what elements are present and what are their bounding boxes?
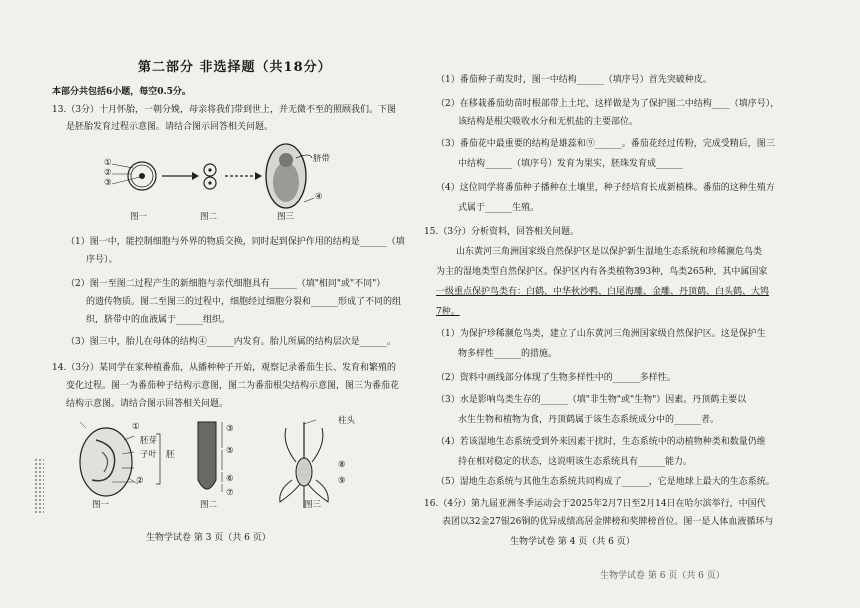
label-umbilical-cord: 脐带 <box>313 154 331 164</box>
label-1: ① <box>104 158 112 168</box>
q13-sub1-line2: 序号）。 <box>86 255 118 265</box>
q15-material-line1: 山东黄河三角洲国家级自然保护区是以保护新生湿地生态系统和珍稀濒危鸟类 <box>456 247 763 257</box>
label-root-3: ③ <box>226 424 234 434</box>
q15-material-line3: 一级重点保护鸟类有：白鹤、中华秋沙鸭、白尾海雕、金雕、丹顶鹤、白头鹤、大鸨 <box>436 287 770 297</box>
caption-fig2: 图二 <box>200 212 218 222</box>
q15-material-line2: 为主的湿地类型自然保护区。保护区内有各类植物393种，鸟类265种，其中属国家 <box>436 267 768 277</box>
q14-stem-line1: 14.（3分）某同学在家种植番茄，从播种种子开始，观察记录番茄生长、发育和繁殖的 <box>52 363 397 373</box>
q13-embryo-figure <box>100 138 340 218</box>
q13-sub2-line1: （2）图一至图二过程产生的新细胞与亲代细胞具有______（填"相同"或"不同"） <box>66 279 386 289</box>
label-flower-8: ⑧ <box>338 460 346 470</box>
q14-stem-line3: 结构示意图。请结合图示回答相关问题。 <box>66 399 229 409</box>
q13-stem-line1: 13.（3分）十月怀胎，一朝分娩，母亲将我们带到世上，并无微不至的照顾我们。下图 <box>52 105 397 115</box>
q13-sub1-line1: （1）图一中，能控制细胞与外界的物质交换，同时起到保护作用的结构是______（填 <box>66 237 405 247</box>
right-page <box>424 0 860 608</box>
root-tip-figure <box>198 422 222 492</box>
label-root-7: ⑦ <box>226 488 234 498</box>
label-3: ③ <box>104 178 112 188</box>
q15-sub3-line1: （3）水是影响鸟类生存的______（填"非生物"或"生物"）因素。丹顶鹤主要以 <box>436 395 747 405</box>
figure1-cell <box>112 162 156 190</box>
q13-sub3: （3）图三中，胎儿在母体的结构④______内发育。胎儿所属的结构层次是______。 <box>66 337 396 347</box>
q13-sub2-line2: 的遗传物质。图二至图三的过程中，细胞经过细胞分裂和______形成了不同的组 <box>86 297 402 307</box>
figure3-fetus <box>266 144 314 208</box>
q14-sub2-line2: 该结构是根尖吸收水分和无机盐的主要部位。 <box>458 117 639 127</box>
q15-sub1-line2: 物多样性______的措施。 <box>458 349 558 359</box>
q15-sub2: （2）资料中画线部分体现了生物多样性中的______多样性。 <box>436 373 676 383</box>
caption-fig1: 图一 <box>130 212 148 222</box>
q14-sub4-line1: （4）这位同学将番茄种子播种在土壤里，种子经培育长成新植株。番茄的这种生殖方 <box>436 183 775 193</box>
label-seed-2: ② <box>136 476 144 486</box>
q15-sub4-line1: （4）若该湿地生态系统受到外来因素干扰时，生态系统中的动植物种类和数量仍维 <box>436 437 766 447</box>
label-stigma: 柱头 <box>338 416 356 426</box>
q14-caption-fig2: 图二 <box>200 500 218 510</box>
q14-sub2-line1: （2）在移栽番茄幼苗时根部带上土坨，这样做是为了保护图二中结构____（填序号）， <box>436 99 780 109</box>
q13-stem-line2: 是胚胎发育过程示意图。请结合图示回答相关问题。 <box>66 122 274 132</box>
q14-sub4-line2: 式属于______生殖。 <box>458 203 540 213</box>
right-page-footer: 生物学试卷 第 4 页（共 6 页） <box>510 537 635 547</box>
q15-material-line4: 7种。 <box>436 307 460 317</box>
scan-artifact <box>34 458 44 514</box>
q15-sub1-line1: （1）为保护珍稀濒危鸟类，建立了山东黄河三角洲国家级自然保护区。这是保护生 <box>436 329 766 339</box>
q15-sub4-line2: 持在相对稳定的状态，这说明该生态系统具有______能力。 <box>458 457 693 467</box>
label-plumule: 胚芽 <box>140 436 158 446</box>
flower-structure-figure <box>280 420 329 508</box>
q15-stem: 15.（3分）分析资料，回答相关问题。 <box>424 227 580 237</box>
q15-sub3-line2: 水生生物和植物为食，丹顶鹤属于该生态系统成分中的______者。 <box>458 415 720 425</box>
label-embryo: 胚 <box>166 450 175 460</box>
label-seed-1: ① <box>132 422 140 432</box>
label-root-6: ⑥ <box>226 474 234 484</box>
section-intro: 本部分共包括6小题，每空0.5分。 <box>52 87 191 97</box>
q14-sub3-line2: 中结构______（填序号）发育为果实，胚珠发育成______ <box>458 159 684 169</box>
label-4: ④ <box>315 192 323 202</box>
q14-sub3-line1: （3）番茄花中最重要的结构是雄蕊和⑨______。番茄花经过传粉，完成受精后，图三 <box>436 139 775 149</box>
label-root-5: ⑤ <box>226 446 234 456</box>
label-2: ② <box>104 168 112 178</box>
label-flower-9: ⑨ <box>338 476 346 486</box>
figure2-two-cells <box>204 164 216 189</box>
left-page-footer: 生物学试卷 第 3 页（共 6 页） <box>146 533 271 543</box>
q14-caption-fig1: 图一 <box>92 500 110 510</box>
bleed-through-footer: 生物学试卷 第 6 页（共 6 页） <box>600 571 725 581</box>
q14-caption-fig3: 图三 <box>304 500 322 510</box>
q15-sub5: （5）湿地生态系统与其他生态系统共同构成了______，它是地球上最大的生态系统。 <box>436 477 775 487</box>
q14-figures <box>66 418 366 510</box>
section-title: 第二部分 非选择题（共18分） <box>138 60 332 75</box>
q13-sub2-line3: 织，脐带中的血液属于______组织。 <box>86 315 231 325</box>
label-cotyledon: 子叶 <box>140 450 158 460</box>
q14-stem-line2: 变化过程。图一为番茄种子结构示意图，图二为番茄根尖结构示意图，图三为番茄花 <box>66 381 400 391</box>
caption-fig3: 图三 <box>277 212 295 222</box>
q16-stem-line2: 表团以32金27银26铜的优异成绩高居金牌榜和奖牌榜首位。图一是人体血液循环与 <box>442 517 774 527</box>
q16-stem-line1: 16.（4分）第九届亚洲冬季运动会于2025年2月7日至2月14日在哈尔滨举行，中国代 <box>424 499 766 509</box>
q14-sub1: （1）番茄种子萌发时，图一中结构______（填序号）首先突破种皮。 <box>436 75 712 85</box>
